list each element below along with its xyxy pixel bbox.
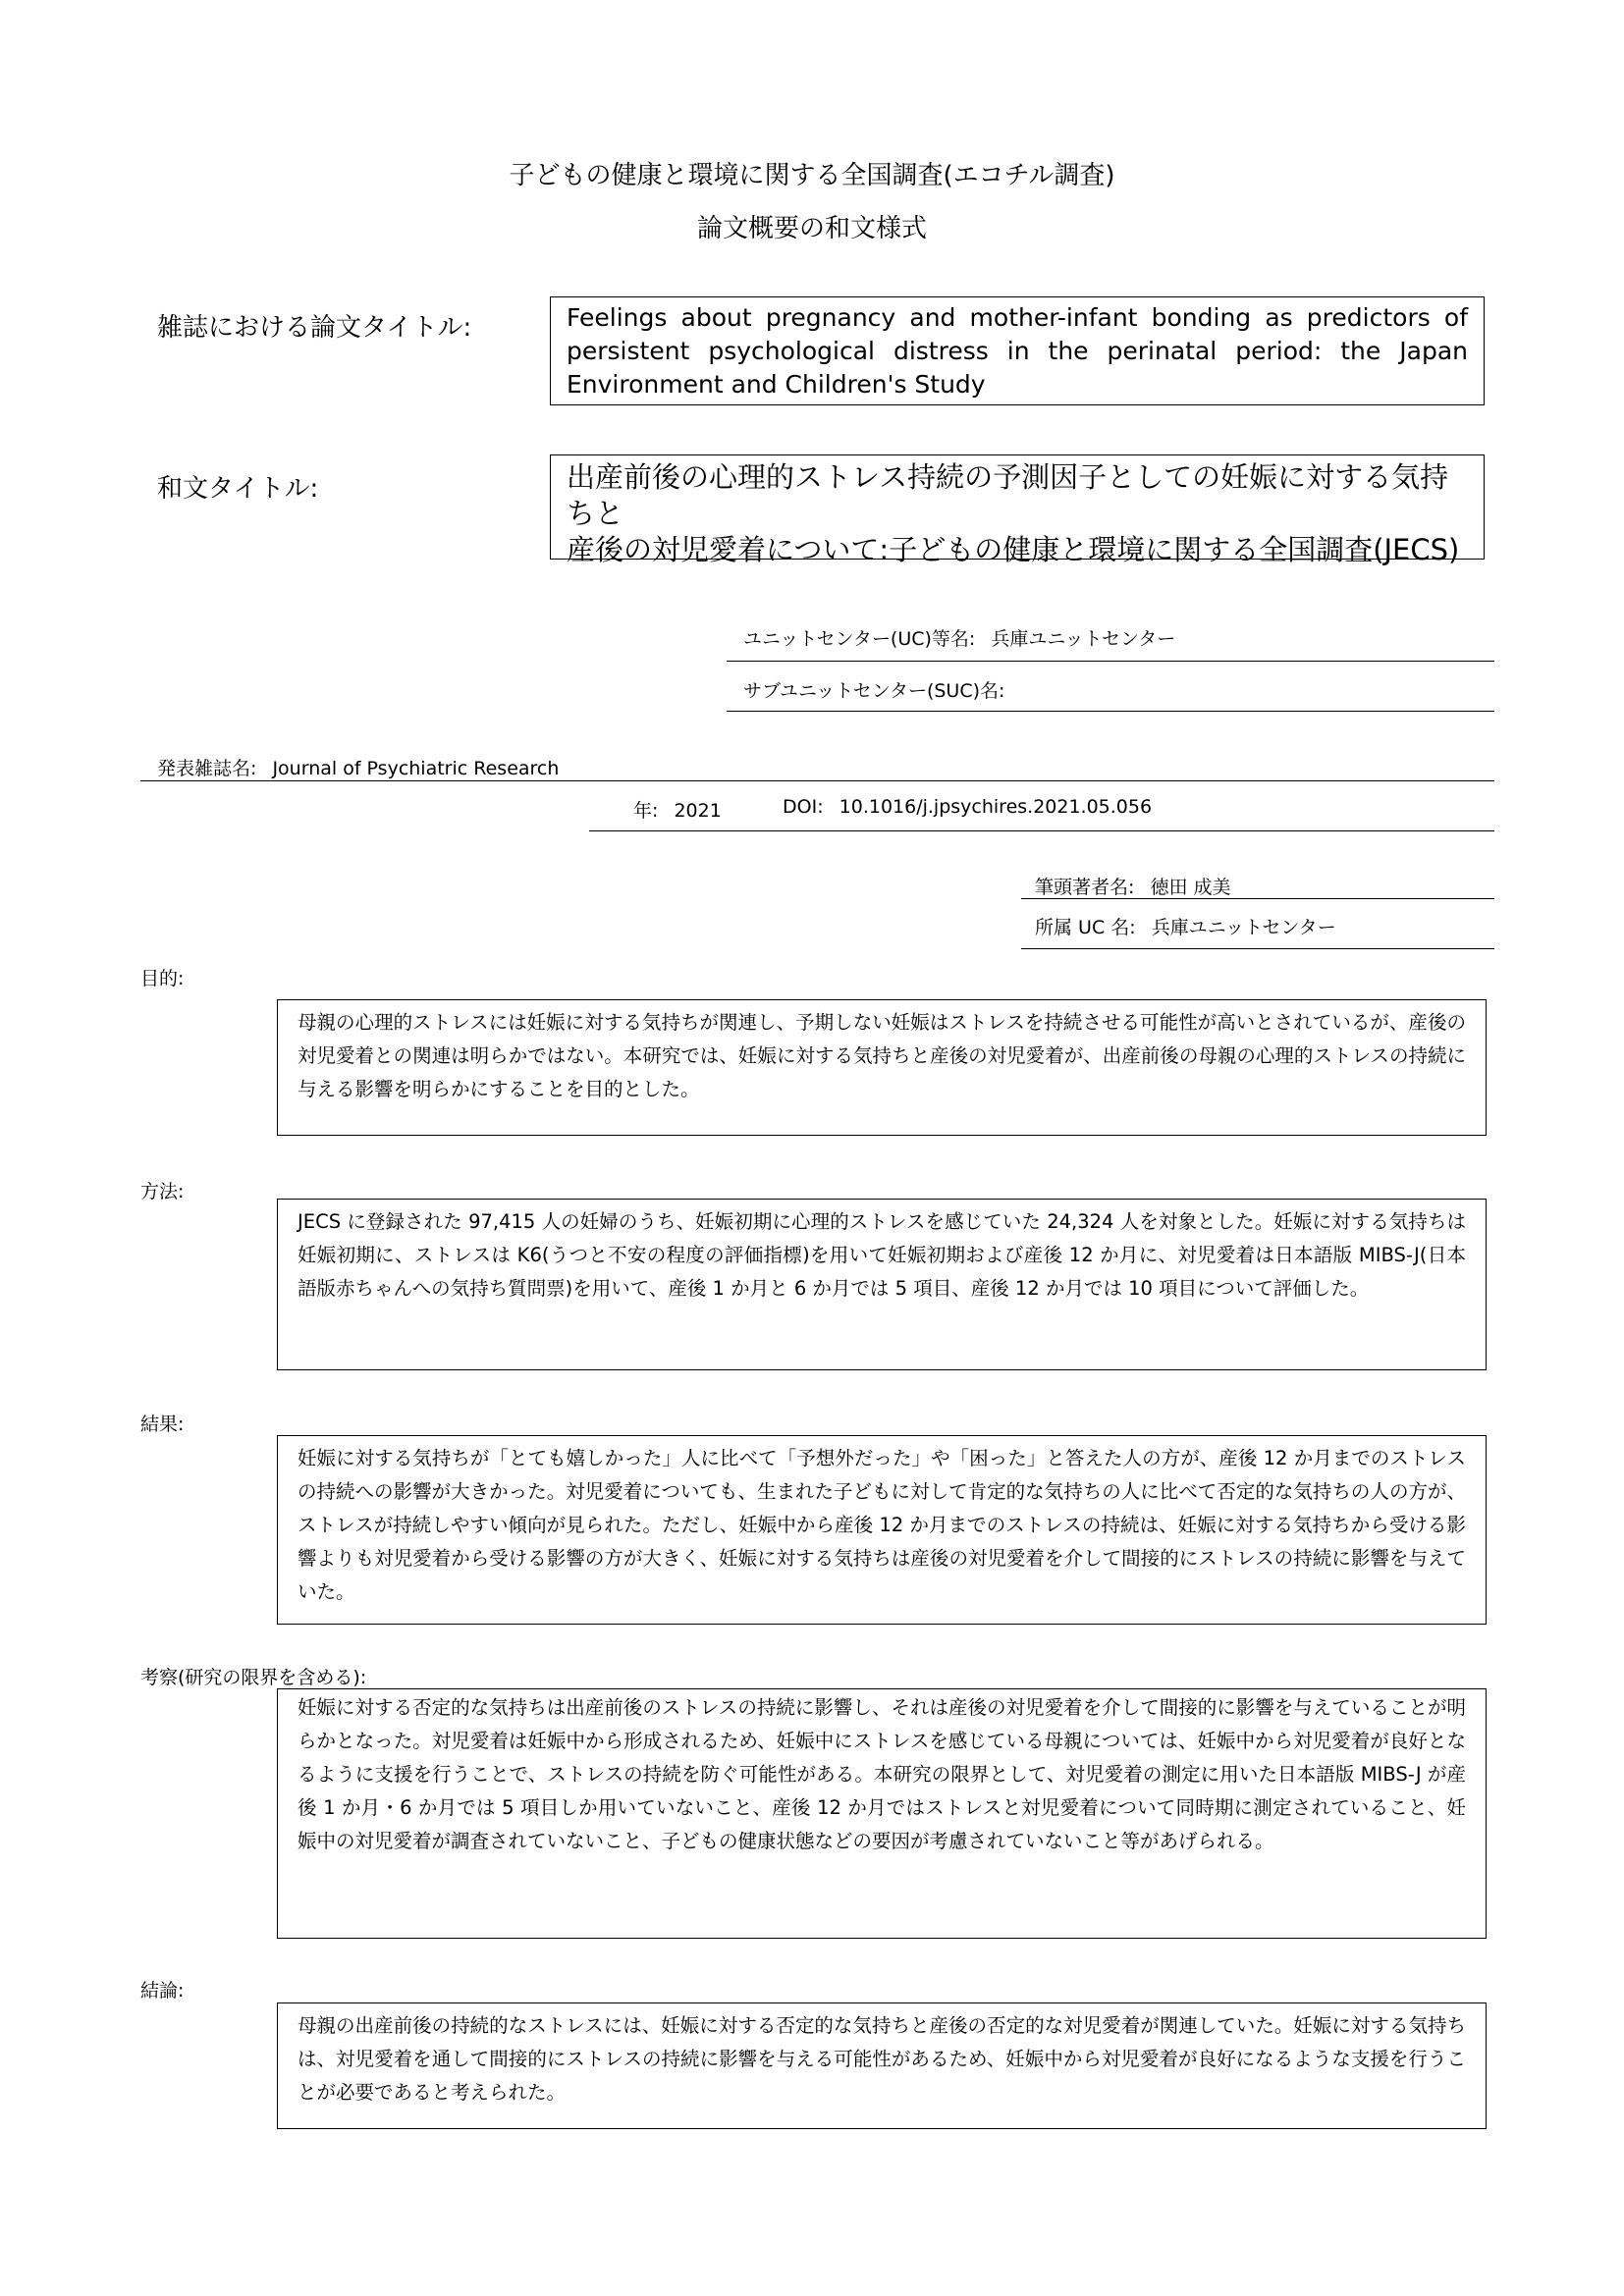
journal-name-field <box>157 754 559 780</box>
method-text: JECS に登録された 97,415 人の妊婦のうち、妊娠初期に心理的ストレスを感じていた 24,324 人を対象とした。妊娠に対する気持ちは妊娠初期に、ストレスは K6(うつと不安の程度の評価指標)を用いて妊娠初期および産後 12 か月に、対児愛着は日本語版 MIBS-J(日本語版赤ちゃんへの気持ち質問票)を用いて、産後 1 か月と 6 か月では 5 項目、産後 12 か月では 10 項目について評価した。 <box>298 1210 1466 1300</box>
doi-label: DOI: <box>783 796 824 818</box>
purpose-label: 目的: <box>140 968 185 989</box>
journal-name-rule <box>140 780 1494 781</box>
sub-unit-center-label: サブユニットセンター(SUC)名: <box>743 680 1005 702</box>
method-label: 方法: <box>140 1181 185 1202</box>
sub-unit-center-field <box>743 676 1004 703</box>
results-text: 妊娠に対する気持ちが「とても嬉しかった」人に比べて「予想外だった」や「困った」と答えた人の方が、産後 12 か月までのストレスの持続への影響が大きかった。対児愛着についても、生まれた子どもに対して肯定的な気持ちの人に比べて否定的な気持ちの人の方が、ストレスが持続しやすい傾向が見られた。ただし、妊娠中から産後 12 か月までのストレスの持続は、妊娠に対する気持ちから受ける影響よりも対児愛着から受ける影響の方が大きく、妊娠に対する気持ちは産後の対児愛着を介して間接的にストレスの持続に影響を与えていた。 <box>298 1447 1466 1603</box>
results-box <box>277 1435 1487 1625</box>
unit-center-field <box>743 624 1175 651</box>
author-value: 徳田 成美 <box>1150 877 1231 898</box>
discussion-box <box>277 1688 1487 1939</box>
affiliation-rule <box>1021 948 1494 949</box>
conclusion-box <box>277 2002 1487 2129</box>
document-subtitle: 論文概要の和文様式 <box>696 214 927 243</box>
doi-value: 10.1016/j.jpsychires.2021.05.056 <box>839 796 1153 818</box>
document-title: 子どもの健康と環境に関する全国調査(エコチル調査) <box>509 161 1115 190</box>
conclusion-label: 結論: <box>140 1980 185 2002</box>
method-box <box>277 1199 1487 1370</box>
affiliation-label: 所属 UC 名: <box>1035 917 1136 938</box>
journal-title-box <box>550 296 1485 405</box>
journal-title-label: 雑誌における論文タイトル: <box>157 313 472 343</box>
journal-name-value: Journal of Psychiatric Research <box>272 758 560 779</box>
author-field <box>1035 873 1231 899</box>
unit-center-rule <box>727 661 1494 662</box>
unit-center-label: ユニットセンター(UC)等名: <box>743 628 976 650</box>
sub-unit-center-rule <box>727 711 1494 712</box>
journal-title-text: Feelings about pregnancy and mother-infant bonding as predictors of persistent psychological distress in the perinatal period: the Japan Environment and Children's Study <box>567 303 1468 399</box>
japanese-title-box <box>550 454 1485 566</box>
author-label: 筆頭著者名: <box>1035 877 1135 898</box>
japanese-title-label: 和文タイトル: <box>157 474 319 504</box>
conclusion-text: 母親の出産前後の持続的なストレスには、妊娠に対する否定的な気持ちと産後の否定的な対児愛着が関連していた。妊娠に対する気持ちは、対児愛着を通して間接的にストレスの持続に影響を与える可能性があるため、妊娠中から対児愛着が良好になるような支援を行うことが必要であると考えられた。 <box>298 2014 1466 2104</box>
discussion-label: 考察(研究の限界を含める): <box>140 1667 367 1688</box>
year-doi-rule <box>589 830 1494 831</box>
year-label: 年: <box>633 800 659 822</box>
japanese-title-line2: 産後の対児愛着について:子どもの健康と環境に関する全国調査(JECS) <box>567 533 1460 566</box>
journal-name-label: 発表雑誌名: <box>157 758 257 779</box>
results-label: 結果: <box>140 1414 185 1435</box>
unit-center-value: 兵庫ユニットセンター <box>991 628 1176 650</box>
year-value: 2021 <box>674 800 722 822</box>
year-field <box>633 796 722 823</box>
purpose-text: 母親の心理的ストレスには妊娠に対する気持ちが関連し、予期しない妊娠はストレスを持続させる可能性が高いとされているが、産後の対児愛着との関連は明らかではない。本研究では、妊娠に対する気持ちと産後の対児愛着が、出産前後の母親の心理的ストレスの持続に与える影響を明らかにすることを目的とした。 <box>298 1011 1466 1100</box>
purpose-box <box>277 999 1487 1136</box>
affiliation-value: 兵庫ユニットセンター <box>1151 917 1336 938</box>
doi-field <box>783 796 1152 818</box>
affiliation-field <box>1035 913 1336 939</box>
japanese-title-line1: 出産前後の心理的ストレス持続の予測因子としての妊娠に対する気持ちと <box>567 460 1449 530</box>
discussion-text: 妊娠に対する否定的な気持ちは出産前後のストレスの持続に影響し、それは産後の対児愛着を介して間接的に影響を与えていることが明らかとなった。対児愛着は妊娠中から形成されるため、妊娠中にストレスを感じている母親については、妊娠中から対児愛着が良好となるように支援を行うことで、ストレスの持続を防ぐ可能性がある。本研究の限界として、対児愛着の測定に用いた日本語版 MIBS-J が産後 1 か月・6 か月では 5 項目しか用いていないこと、産後 12 か月ではストレスと対児愛着について同時期に測定されていること、妊娠中の対児愛着が調査されていないこと、子どもの健康状態などの要因が考慮されていないこと等があげられる。 <box>298 1696 1466 1852</box>
author-rule <box>1021 898 1494 899</box>
